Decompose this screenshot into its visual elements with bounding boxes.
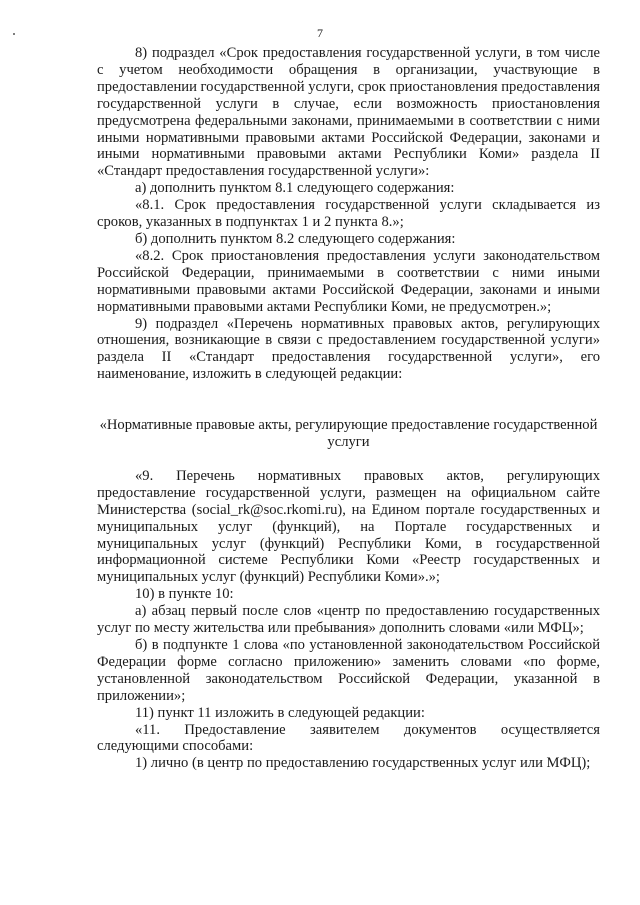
paragraph-quote-8-2: «8.2. Срок приостановления предоставления услуги законодательством Российской Федерации, принимаемыми в соответствии с ними иными нормативными правовыми актами Российской Федерации, законами и иными нормативными правовыми актами Республики Коми, не предусмотрен.»; <box>97 247 600 315</box>
section-heading: «Нормативные правовые акты, регулирующие предоставление государственной услуги <box>99 417 598 451</box>
document-body <box>97 45 600 772</box>
paragraph-item-11: 11) пункт 11 изложить в следующей редакции: <box>135 704 425 721</box>
paragraph-subitem-a: а) дополнить пунктом 8.1 следующего содержания: <box>135 180 455 197</box>
paragraph-item-10-b: б) в подпункте 1 слова «по установленной законодательством Российской Федерации форме согласно приложению» заменить словами «по форме, установленной законодательством Российской Федерации, указанной в приложении»; <box>97 637 600 704</box>
paragraph-item-8: 8) подраздел «Срок предоставления государственной услуги, в том числе с учетом необходимости обращения в организации, участвующие в предоставлении государственной услуги, срок приостановления предоставления государственной услуги в случае, если возможность приостановления предусмотрена федеральными законами, принимаемыми в соответствии с ними иными нормативными правовыми актами Российской Федерации, законами и иными нормативными правовыми актами Республики Коми» раздела II «Стандарт предоставления государственной услуги»: <box>97 45 600 180</box>
paragraph-subitem-b: б) дополнить пунктом 8.2 следующего содержания: <box>135 230 456 247</box>
paragraph-item-10-a: а) абзац первый после слов «центр по предоставлению государственных услуг по месту жительства или пребывания» дополнить словами «или МФЦ»; <box>97 603 600 637</box>
paragraph-item-9: 9) подраздел «Перечень нормативных правовых актов, регулирующих отношения, возникающие в связи с предоставлением государственной услуги» раздела II «Стандарт предоставления государственной услуги», его наименование, изложить в следующей редакции: <box>97 315 600 383</box>
page-number: 7 <box>317 26 323 40</box>
paragraph-item-11-1: 1) лично (в центр по предоставлению государственных услуг или МФЦ); <box>135 755 591 772</box>
paragraph-item-10: 10) в пункте 10: <box>135 586 234 603</box>
paragraph-quote-8-1: «8.1. Срок предоставления государственной услуги складывается из сроков, указанных в подпунктах 1 и 2 пункта 8.»; <box>97 197 600 231</box>
paragraph-quote-9: «9. Перечень нормативных правовых актов, регулирующих предоставление государственной услуги, размещен на официальном сайте Министерства (social_rk@soc.rkomi.ru), на Едином портале государственных и муниципальных услуг (функций), на Портале государственных и муниципальных услуг (функций) Республики Коми, в государственной информационной системе Республики Коми «Реестр государственных и муниципальных услуг (функций) Республики Коми».»; <box>97 467 600 586</box>
paragraph-quote-11: «11. Предоставление заявителем документов осуществляется следующими способами: <box>97 721 600 755</box>
